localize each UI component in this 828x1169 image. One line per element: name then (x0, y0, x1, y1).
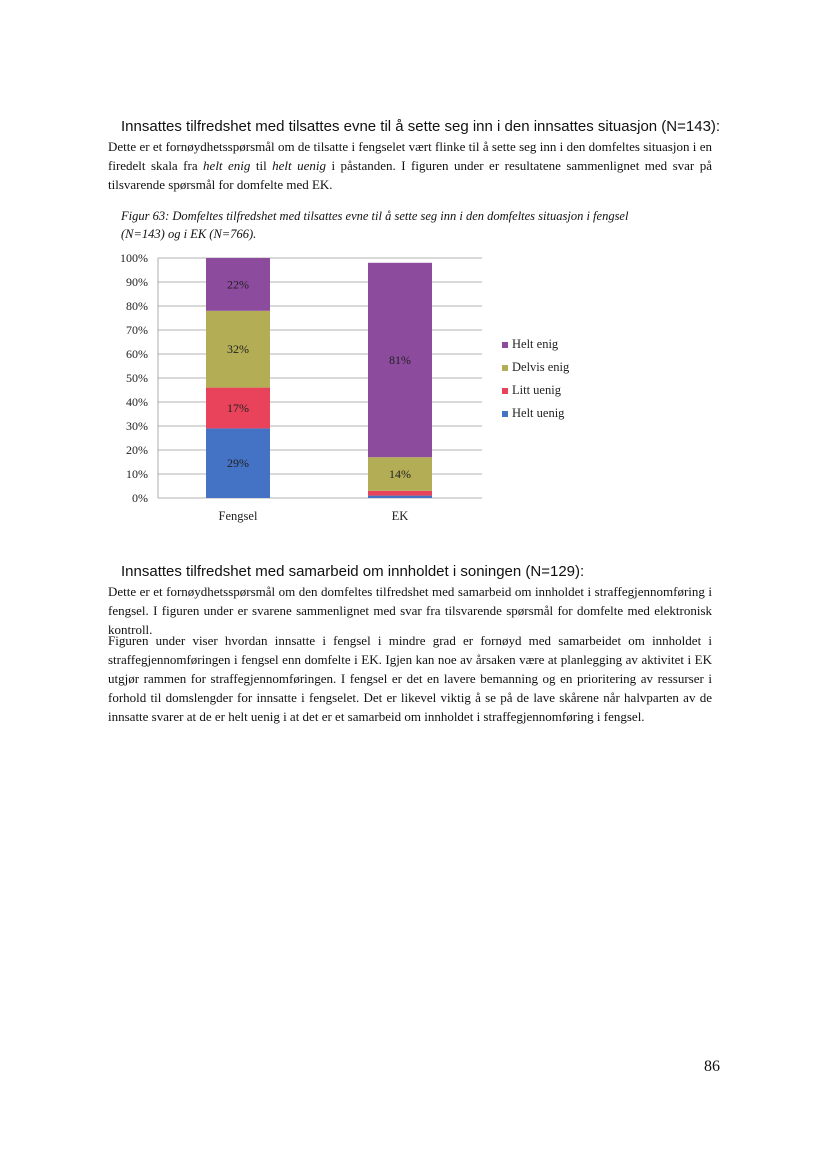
x-tick-label: Fengsel (218, 509, 258, 523)
legend-label: Litt uenig (512, 383, 561, 397)
section1-paragraph-part-4: helt uenig (272, 158, 326, 173)
y-tick-label: 20% (126, 443, 148, 457)
page-number: 86 (704, 1058, 720, 1075)
y-tick-label: 10% (126, 467, 148, 481)
y-tick-label: 40% (126, 395, 148, 409)
y-tick-label: 60% (126, 347, 148, 361)
figure-caption-head: Figur 63: (121, 209, 170, 223)
bar-segment (368, 491, 432, 496)
bar-segment (368, 496, 432, 498)
stacked-bar-chart (100, 248, 600, 530)
y-tick-label: 100% (120, 251, 148, 265)
legend-label: Helt uenig (512, 406, 565, 420)
y-tick-label: 90% (126, 275, 148, 289)
x-tick-label: EK (391, 509, 409, 523)
figure-caption-line1: Domfeltes tilfredshet med tilsattes evne til å sette seg inn i den domfeltes situasjon i fengsel (169, 209, 629, 223)
legend-swatch (502, 388, 508, 394)
legend-label: Delvis enig (512, 360, 570, 374)
data-label: 17% (227, 401, 249, 415)
y-tick-label: 0% (132, 491, 148, 505)
y-tick-label: 80% (126, 299, 148, 313)
figure-caption (121, 207, 711, 243)
data-label: 32% (227, 342, 249, 357)
section1-paragraph-part-3: til (250, 158, 273, 173)
section1-paragraph (108, 137, 712, 194)
legend-swatch (502, 365, 508, 371)
y-tick-label: 30% (126, 419, 148, 433)
section1-paragraph-part-2: helt enig (203, 158, 251, 173)
section2-paragraph-1: Dette er et fornøydhetsspørsmål om den domfeltes tilfredshet med samarbeid om innholdet i straffegjennomføring i fengsel. I figuren under er svarene sammenlignet med svar fra tilsvarende spørsmål for domfelte med elektronisk kontroll. (108, 584, 712, 637)
legend-label: Helt enig (512, 337, 559, 351)
legend-swatch (502, 342, 508, 348)
section2-heading: Innsattes tilfredshet med samarbeid om innholdet i soningen (N=129): (121, 563, 585, 580)
y-tick-label: 70% (126, 323, 148, 337)
data-label: 29% (227, 456, 249, 471)
data-label: 81% (389, 353, 411, 367)
data-label: 22% (227, 277, 249, 292)
figure-caption-line2: (N=143) og i EK (N=766). (121, 227, 257, 241)
section2-paragraph-2: Figuren under viser hvordan innsatte i fengsel i mindre grad er fornøyd med samarbeidet om innholdet i straffegjennomføringen i fengsel enn domfelte i EK. Igjen kan noe av årsaken være at planlegging av aktivitet i EK utgjør rammen for straffegjennomføringen. I fengsel er det en lavere bemanning og en prioritering av ressurser i forhold til domslengder for innsatte i fengselet. Det er likevel viktig å se på de lave skårene når halvparten av de innsatte svarer at de er helt uenig i at det er et samarbeid om innholdet i straffegjennomføring i fengsel. (108, 633, 712, 724)
y-tick-label: 50% (126, 371, 148, 385)
section1-paragraph-part-5: i påstanden. I figuren under er resultatene sammenlignet med svar på tilsvarende spørsmål for domfelte med EK. (108, 158, 712, 192)
legend-swatch (502, 411, 508, 417)
section1-heading: Innsattes tilfredshet med tilsattes evne til å sette seg inn i den innsattes situasjon (N=143): (121, 118, 721, 135)
data-label: 14% (389, 467, 411, 481)
section1-paragraph-part-1: Dette er et fornøydhetsspørsmål om de tilsatte i fengselet vært flinke til å sette seg inn i den domfeltes situasjon i en firedelt skala fra (108, 139, 712, 173)
